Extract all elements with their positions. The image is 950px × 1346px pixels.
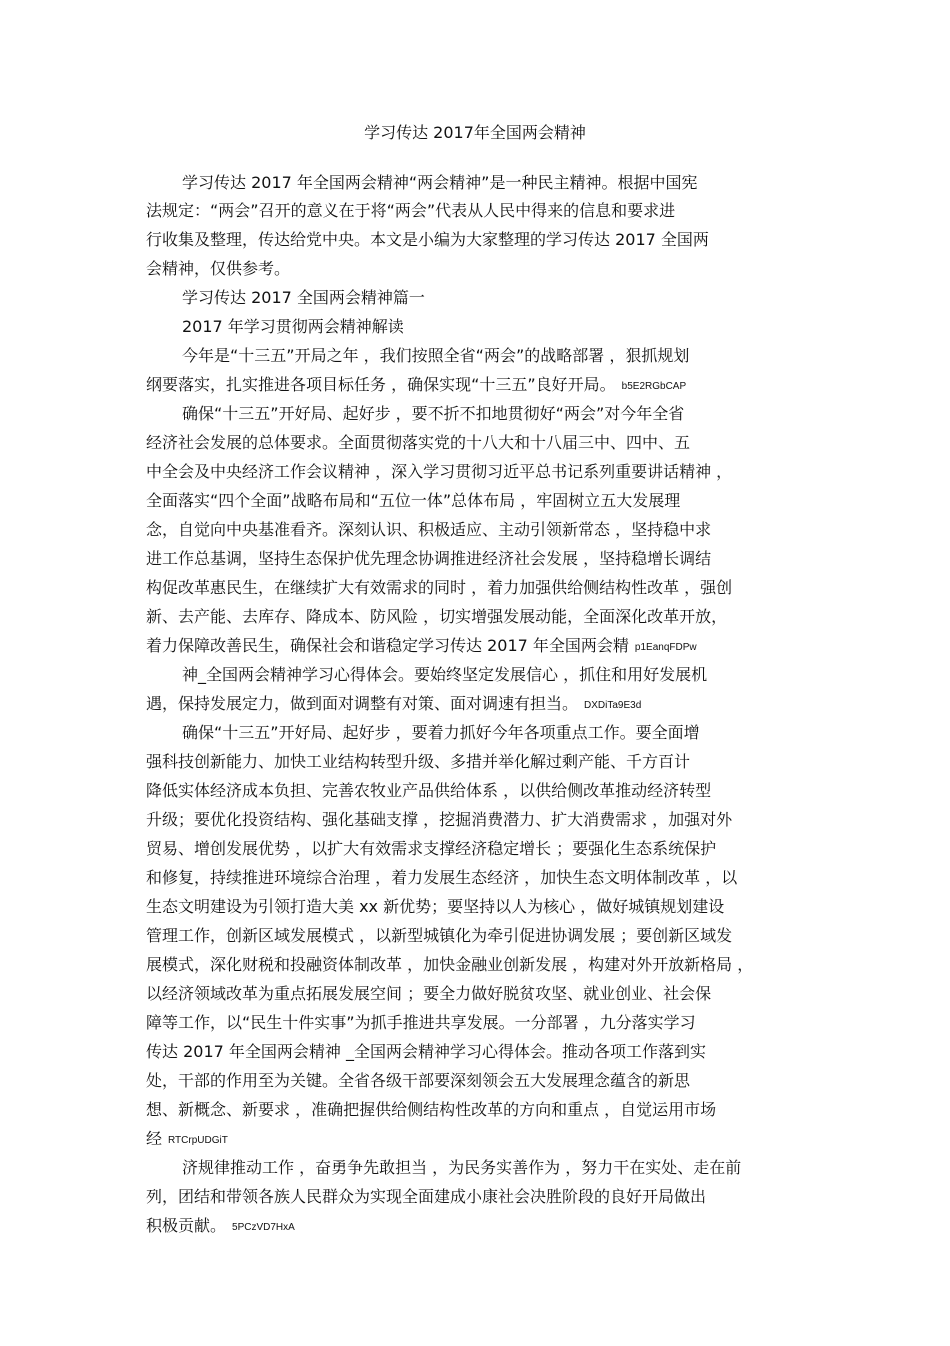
paragraph-line xyxy=(146,780,711,802)
line-text: 降低实体经济成本负担、完善农牧业产品供给体系 ，以供给侧改革推动经济转型 xyxy=(146,781,712,800)
line-text: 障等工作，以“民生十件实事”为抓手推进共享发展。一分部署 ，九分落实学习 xyxy=(146,1013,696,1032)
paragraph-line xyxy=(146,1041,706,1063)
paragraph-line xyxy=(146,1099,716,1121)
paragraph-line xyxy=(146,548,711,570)
paragraph-line xyxy=(182,316,404,338)
line-text: 展模式，深化财税和投融资体制改革 ，加快金融业创新发展 ，构建对外开放新格局 ， xyxy=(146,955,754,974)
paragraph-line xyxy=(182,287,425,309)
line-text: 贸易、增创发展优势 ，以扩大有效需求支撑经济稳定增长 ；要强化生态系统保护 xyxy=(146,839,717,858)
line-text: 中全会及中央经济工作会议精神 ，深入学习贯彻习近平总书记系列重要讲话精神 ， xyxy=(146,462,733,481)
line-text: 新、去产能、去库存、降成本、防风险 ，切实增强发展动能，全面深化改革开放， xyxy=(146,607,728,626)
line-text: 全面落实“四个全面”战略布局和“五位一体”总体布局 ，牢固树立五大发展理 xyxy=(146,491,681,510)
paragraph-line xyxy=(146,1215,295,1239)
line-text: 念，自觉向中央基准看齐。深刻认识、积极适应、主动引领新常态 ，坚持稳中求 xyxy=(146,520,712,539)
paragraph-line xyxy=(146,867,737,889)
paragraph-line xyxy=(146,490,680,512)
line-text: 强科技创新能力、加快工业结构转型升级、多措并举化解过剩产能、千方百计 xyxy=(146,752,691,771)
paragraph-line xyxy=(146,809,732,831)
line-text: 经济社会发展的总体要求。全面贯彻落实党的十八大和十八届三中、四中、五 xyxy=(146,433,691,452)
line-text: 着力保障改善民生，确保社会和谐稳定学习传达 2017 年全国两会精 xyxy=(146,636,629,655)
paragraph-line xyxy=(146,519,711,541)
line-text: 神_全国两会精神学习心得体会。要始终坚定发展信心 ，抓住和用好发展机 xyxy=(182,665,708,684)
line-text: 生态文明建设为引领打造大美 xx 新优势；要坚持以人为核心 ，做好城镇规划建设 xyxy=(146,897,725,916)
watermark-code: b5E2RGbCAP xyxy=(621,381,687,392)
line-text: 确保“十三五”开好局、起好步 ，要不折不扣地贯彻好“两会”对今年全省 xyxy=(182,404,685,423)
paragraph-line xyxy=(146,925,732,947)
line-text: 遇，保持发展定力，做到面对调整有对策、面对调速有担当。 xyxy=(146,694,579,713)
paragraph-line xyxy=(182,722,700,744)
watermark-code: p1EanqFDPw xyxy=(634,642,697,653)
paragraph-line xyxy=(182,345,689,367)
paragraph-line xyxy=(146,954,753,976)
line-text: 以经济领域改革为重点拓展发展空间 ；要全力做好脱贫攻坚、就业创业、社会保 xyxy=(146,984,712,1003)
document-title: 学习传达 2017年全国两会精神 xyxy=(364,123,586,142)
paragraph-line xyxy=(146,258,290,280)
line-text: 今年是“十三五”开局之年 ，我们按照全省“两会”的战略部署 ，狠抓规划 xyxy=(182,346,690,365)
line-text: 和修复，持续推进环境综合治理 ，着力发展生态经济 ，加快生态文明体制改革 ，以 xyxy=(146,868,738,887)
paragraph-line xyxy=(146,1070,690,1092)
paragraph-line xyxy=(182,664,707,686)
line-text: 列，团结和带领各族人民群众为实现全面建成小康社会决胜阶段的良好开局做出 xyxy=(146,1187,707,1206)
line-text: 进工作总基调，坚持生态保护优先理念协调推进经济社会发展 ，坚持稳增长调结 xyxy=(146,549,712,568)
line-text: 升级；要优化投资结构、强化基础支撑 ，挖掘消费潜力、扩大消费需求 ，加强对外 xyxy=(146,810,733,829)
watermark-code: RTCrpUDGiT xyxy=(168,1135,228,1146)
line-text: 纲要落实，扎实推进各项目标任务 ，确保实现“十三五”良好开局。 xyxy=(146,375,616,394)
paragraph-line xyxy=(146,606,727,628)
paragraph-line xyxy=(146,577,732,599)
paragraph-line xyxy=(146,896,724,918)
line-text: 传达 2017 年全国两会精神 _全国两会精神学习心得体会。推动各项工作落到实 xyxy=(146,1042,706,1061)
paragraph-line xyxy=(146,1012,696,1034)
paragraph-line xyxy=(146,635,697,659)
line-text: 经 xyxy=(146,1129,163,1148)
line-text: 积极贡献。 xyxy=(146,1216,227,1235)
line-text: 济规律推动工作 ，奋勇争先敢担当 ，为民务实善作为 ，努力干在实处、走在前 xyxy=(182,1158,742,1177)
paragraph-line xyxy=(182,1157,741,1179)
line-text: 确保“十三五”开好局、起好步 ，要着力抓好今年各项重点工作。要全面增 xyxy=(182,723,700,742)
paragraph-line xyxy=(146,1186,706,1208)
line-text: 2017 年学习贯彻两会精神解读 xyxy=(182,317,404,336)
paragraph-line xyxy=(146,1128,228,1152)
line-text: 学习传达 2017 年全国两会精神“两会精神”是一种民主精神。根据中国宪 xyxy=(182,173,698,192)
paragraph-line xyxy=(146,983,711,1005)
paragraph-line xyxy=(146,229,709,251)
line-text: 法规定：“两会”召开的意义在于将“两会”代表从人民中得来的信息和要求进 xyxy=(146,201,676,220)
watermark-code: DXDiTa9E3d xyxy=(584,700,642,711)
line-text: 处，干部的作用至为关键。全省各级干部要深刻领会五大发展理念蕴含的新思 xyxy=(146,1071,691,1090)
paragraph-line xyxy=(146,374,686,398)
line-text: 会精神，仅供参考。 xyxy=(146,259,291,278)
paragraph-line xyxy=(146,751,690,773)
paragraph-line xyxy=(146,838,716,860)
paragraph-line xyxy=(182,403,684,425)
paragraph-line xyxy=(146,693,641,717)
line-text: 管理工作，创新区域发展模式 ，以新型城镇化为牵引促进协调发展 ；要创新区域发 xyxy=(146,926,733,945)
paragraph-line xyxy=(182,172,697,194)
paragraph-line xyxy=(146,200,675,222)
paragraph-line xyxy=(146,432,690,454)
watermark-code: 5PCzVD7HxA xyxy=(232,1222,295,1233)
line-text: 学习传达 2017 全国两会精神篇一 xyxy=(182,288,425,307)
paragraph-line xyxy=(146,461,732,483)
line-text: 构促改革惠民生，在继续扩大有效需求的同时 ，着力加强供给侧结构性改革 ，强创 xyxy=(146,578,733,597)
line-text: 行收集及整理，传达给党中央。本文是小编为大家整理的学习传达 2017 全国两 xyxy=(146,230,709,249)
line-text: 想、新概念、新要求 ，准确把握供给侧结构性改革的方向和重点 ，自觉运用市场 xyxy=(146,1100,717,1119)
